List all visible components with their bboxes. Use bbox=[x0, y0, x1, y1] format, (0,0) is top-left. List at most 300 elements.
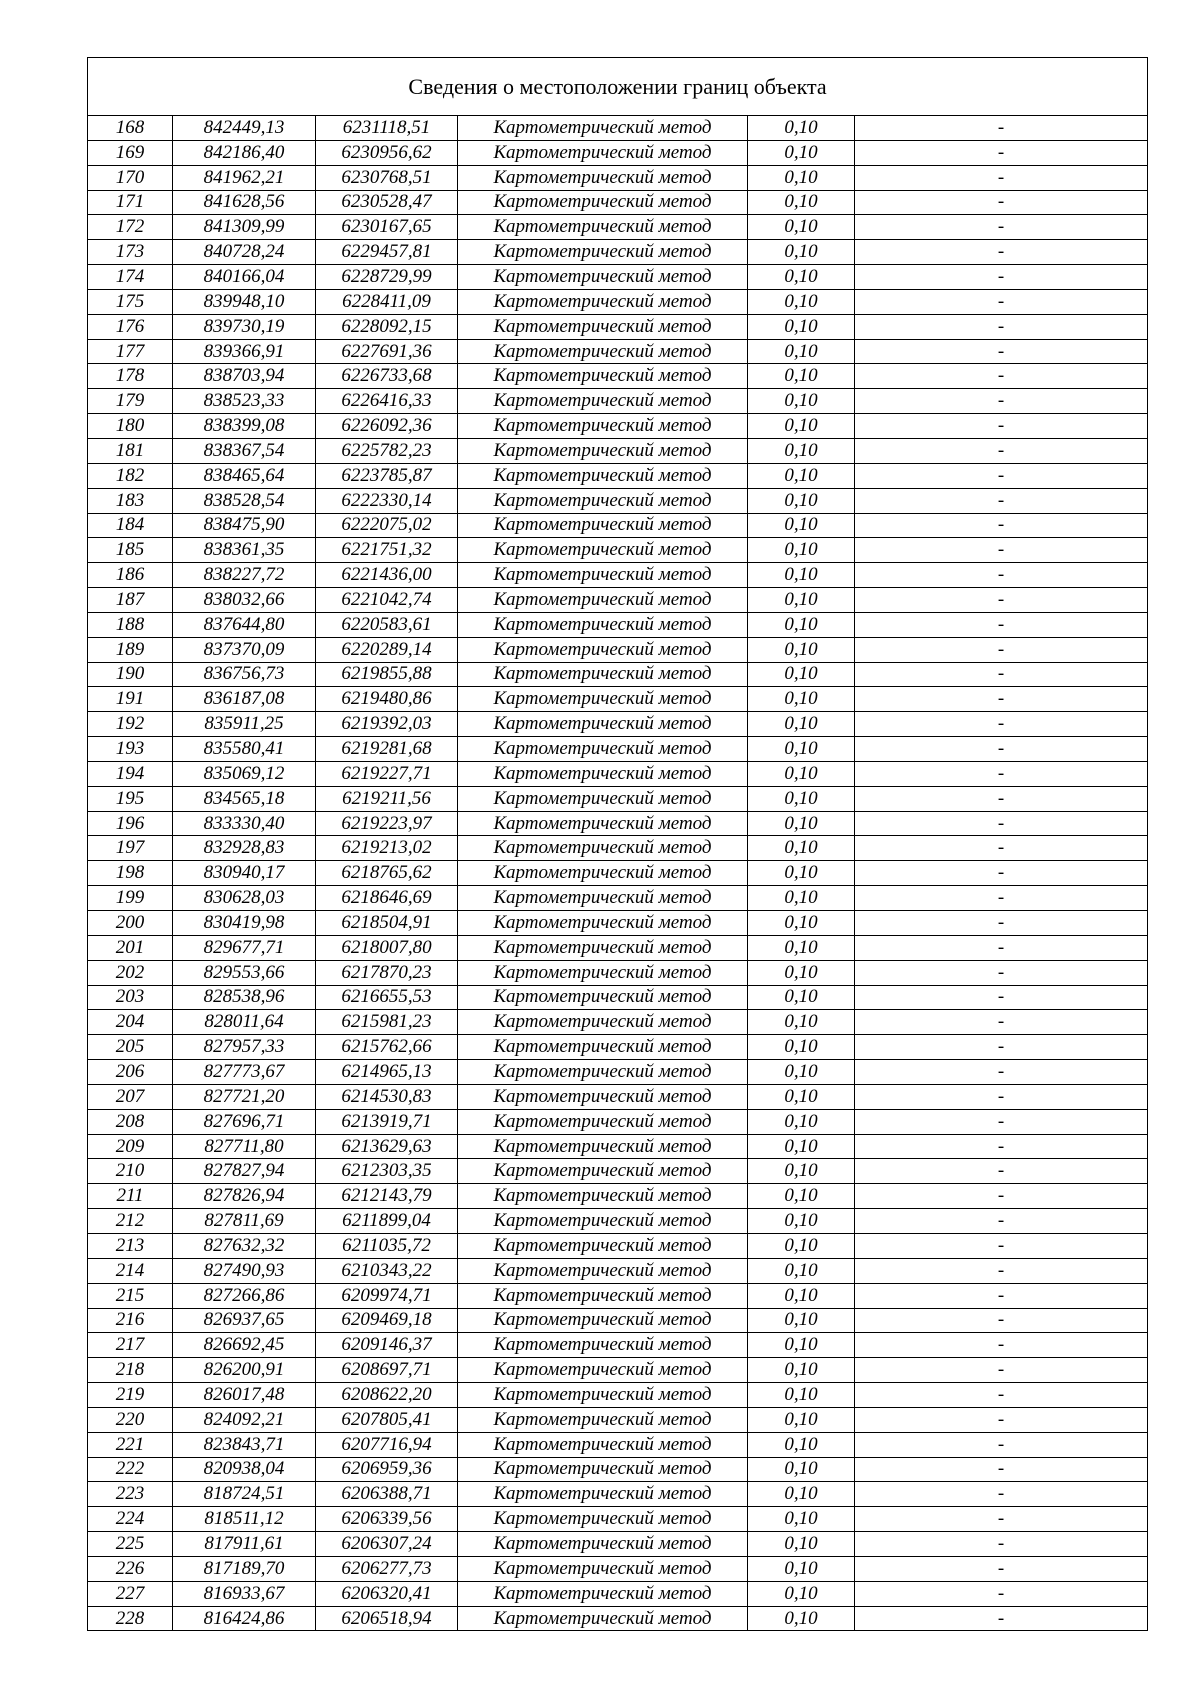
method-cell: Картометрический метод bbox=[458, 861, 748, 886]
accuracy-cell: 0,10 bbox=[748, 1233, 855, 1258]
point-number-cell: 187 bbox=[88, 588, 173, 613]
y-coordinate-cell: 6207805,41 bbox=[316, 1407, 458, 1432]
point-number-cell: 212 bbox=[88, 1209, 173, 1234]
table-row bbox=[88, 1358, 1148, 1383]
method-cell: Картометрический метод bbox=[458, 588, 748, 613]
description-cell: - bbox=[855, 886, 1148, 911]
description-cell: - bbox=[855, 1606, 1148, 1631]
x-coordinate-cell: 827811,69 bbox=[173, 1209, 316, 1234]
x-coordinate-cell: 817911,61 bbox=[173, 1532, 316, 1557]
y-coordinate-cell: 6226733,68 bbox=[316, 364, 458, 389]
table-row bbox=[88, 960, 1148, 985]
table-row bbox=[88, 911, 1148, 936]
y-coordinate-cell: 6230528,47 bbox=[316, 190, 458, 215]
accuracy-cell: 0,10 bbox=[748, 389, 855, 414]
accuracy-cell: 0,10 bbox=[748, 1581, 855, 1606]
point-number-cell: 171 bbox=[88, 190, 173, 215]
x-coordinate-cell: 840166,04 bbox=[173, 265, 316, 290]
point-number-cell: 175 bbox=[88, 289, 173, 314]
x-coordinate-cell: 816933,67 bbox=[173, 1581, 316, 1606]
y-coordinate-cell: 6228092,15 bbox=[316, 314, 458, 339]
accuracy-cell: 0,10 bbox=[748, 612, 855, 637]
table-row bbox=[88, 116, 1148, 141]
accuracy-cell: 0,10 bbox=[748, 911, 855, 936]
x-coordinate-cell: 830419,98 bbox=[173, 911, 316, 936]
table-row bbox=[88, 737, 1148, 762]
description-cell: - bbox=[855, 1432, 1148, 1457]
method-cell: Картометрический метод bbox=[458, 389, 748, 414]
table-row bbox=[88, 1457, 1148, 1482]
method-cell: Картометрический метод bbox=[458, 339, 748, 364]
table-row bbox=[88, 1283, 1148, 1308]
y-coordinate-cell: 6218007,80 bbox=[316, 935, 458, 960]
accuracy-cell: 0,10 bbox=[748, 1556, 855, 1581]
point-number-cell: 192 bbox=[88, 712, 173, 737]
table-row bbox=[88, 1134, 1148, 1159]
x-coordinate-cell: 827826,94 bbox=[173, 1184, 316, 1209]
y-coordinate-cell: 6220583,61 bbox=[316, 612, 458, 637]
description-cell: - bbox=[855, 985, 1148, 1010]
method-cell: Картометрический метод bbox=[458, 1184, 748, 1209]
point-number-cell: 172 bbox=[88, 215, 173, 240]
description-cell: - bbox=[855, 1109, 1148, 1134]
accuracy-cell: 0,10 bbox=[748, 488, 855, 513]
point-number-cell: 177 bbox=[88, 339, 173, 364]
point-number-cell: 216 bbox=[88, 1308, 173, 1333]
point-number-cell: 219 bbox=[88, 1383, 173, 1408]
accuracy-cell: 0,10 bbox=[748, 861, 855, 886]
method-cell: Картометрический метод bbox=[458, 985, 748, 1010]
x-coordinate-cell: 823843,71 bbox=[173, 1432, 316, 1457]
y-coordinate-cell: 6211035,72 bbox=[316, 1233, 458, 1258]
table-row bbox=[88, 1482, 1148, 1507]
description-cell: - bbox=[855, 339, 1148, 364]
table-row bbox=[88, 364, 1148, 389]
accuracy-cell: 0,10 bbox=[748, 1482, 855, 1507]
description-cell: - bbox=[855, 960, 1148, 985]
table-row bbox=[88, 886, 1148, 911]
x-coordinate-cell: 827721,20 bbox=[173, 1084, 316, 1109]
x-coordinate-cell: 835580,41 bbox=[173, 737, 316, 762]
description-cell: - bbox=[855, 1482, 1148, 1507]
x-coordinate-cell: 832928,83 bbox=[173, 836, 316, 861]
description-cell: - bbox=[855, 215, 1148, 240]
y-coordinate-cell: 6218765,62 bbox=[316, 861, 458, 886]
method-cell: Картометрический метод bbox=[458, 165, 748, 190]
accuracy-cell: 0,10 bbox=[748, 116, 855, 141]
point-number-cell: 223 bbox=[88, 1482, 173, 1507]
point-number-cell: 224 bbox=[88, 1507, 173, 1532]
method-cell: Картометрический метод bbox=[458, 190, 748, 215]
method-cell: Картометрический метод bbox=[458, 289, 748, 314]
table-row bbox=[88, 1084, 1148, 1109]
method-cell: Картометрический метод bbox=[458, 488, 748, 513]
method-cell: Картометрический метод bbox=[458, 935, 748, 960]
method-cell: Картометрический метод bbox=[458, 463, 748, 488]
y-coordinate-cell: 6219213,02 bbox=[316, 836, 458, 861]
table-row bbox=[88, 165, 1148, 190]
method-cell: Картометрический метод bbox=[458, 414, 748, 439]
point-number-cell: 210 bbox=[88, 1159, 173, 1184]
x-coordinate-cell: 833330,40 bbox=[173, 811, 316, 836]
accuracy-cell: 0,10 bbox=[748, 190, 855, 215]
point-number-cell: 202 bbox=[88, 960, 173, 985]
point-number-cell: 189 bbox=[88, 637, 173, 662]
point-number-cell: 168 bbox=[88, 116, 173, 141]
y-coordinate-cell: 6223785,87 bbox=[316, 463, 458, 488]
point-number-cell: 196 bbox=[88, 811, 173, 836]
x-coordinate-cell: 837644,80 bbox=[173, 612, 316, 637]
description-cell: - bbox=[855, 687, 1148, 712]
method-cell: Картометрический метод bbox=[458, 1060, 748, 1085]
point-number-cell: 197 bbox=[88, 836, 173, 861]
accuracy-cell: 0,10 bbox=[748, 240, 855, 265]
y-coordinate-cell: 6210343,22 bbox=[316, 1258, 458, 1283]
table-row bbox=[88, 1507, 1148, 1532]
point-number-cell: 205 bbox=[88, 1035, 173, 1060]
table-row bbox=[88, 712, 1148, 737]
point-number-cell: 221 bbox=[88, 1432, 173, 1457]
table-row bbox=[88, 513, 1148, 538]
method-cell: Картометрический метод bbox=[458, 215, 748, 240]
point-number-cell: 215 bbox=[88, 1283, 173, 1308]
accuracy-cell: 0,10 bbox=[748, 811, 855, 836]
table-row bbox=[88, 612, 1148, 637]
method-cell: Картометрический метод bbox=[458, 786, 748, 811]
y-coordinate-cell: 6208697,71 bbox=[316, 1358, 458, 1383]
description-cell: - bbox=[855, 612, 1148, 637]
point-number-cell: 169 bbox=[88, 140, 173, 165]
description-cell: - bbox=[855, 265, 1148, 290]
x-coordinate-cell: 838703,94 bbox=[173, 364, 316, 389]
table-row bbox=[88, 265, 1148, 290]
accuracy-cell: 0,10 bbox=[748, 1109, 855, 1134]
method-cell: Картометрический метод bbox=[458, 1035, 748, 1060]
point-number-cell: 188 bbox=[88, 612, 173, 637]
point-number-cell: 228 bbox=[88, 1606, 173, 1631]
accuracy-cell: 0,10 bbox=[748, 786, 855, 811]
description-cell: - bbox=[855, 165, 1148, 190]
x-coordinate-cell: 836187,08 bbox=[173, 687, 316, 712]
table-row bbox=[88, 1233, 1148, 1258]
accuracy-cell: 0,10 bbox=[748, 1159, 855, 1184]
accuracy-cell: 0,10 bbox=[748, 215, 855, 240]
accuracy-cell: 0,10 bbox=[748, 1258, 855, 1283]
y-coordinate-cell: 6219223,97 bbox=[316, 811, 458, 836]
y-coordinate-cell: 6206518,94 bbox=[316, 1606, 458, 1631]
table-row bbox=[88, 1532, 1148, 1557]
method-cell: Картометрический метод bbox=[458, 1556, 748, 1581]
accuracy-cell: 0,10 bbox=[748, 314, 855, 339]
accuracy-cell: 0,10 bbox=[748, 438, 855, 463]
x-coordinate-cell: 827827,94 bbox=[173, 1159, 316, 1184]
method-cell: Картометрический метод bbox=[458, 1507, 748, 1532]
description-cell: - bbox=[855, 1457, 1148, 1482]
point-number-cell: 180 bbox=[88, 414, 173, 439]
y-coordinate-cell: 6219211,56 bbox=[316, 786, 458, 811]
y-coordinate-cell: 6230768,51 bbox=[316, 165, 458, 190]
description-cell: - bbox=[855, 811, 1148, 836]
table-row bbox=[88, 1109, 1148, 1134]
method-cell: Картометрический метод bbox=[458, 1084, 748, 1109]
method-cell: Картометрический метод bbox=[458, 1532, 748, 1557]
x-coordinate-cell: 828011,64 bbox=[173, 1010, 316, 1035]
table-row bbox=[88, 1184, 1148, 1209]
method-cell: Картометрический метод bbox=[458, 662, 748, 687]
x-coordinate-cell: 827490,93 bbox=[173, 1258, 316, 1283]
accuracy-cell: 0,10 bbox=[748, 1358, 855, 1383]
description-cell: - bbox=[855, 761, 1148, 786]
description-cell: - bbox=[855, 1060, 1148, 1085]
y-coordinate-cell: 6213629,63 bbox=[316, 1134, 458, 1159]
table-row bbox=[88, 811, 1148, 836]
accuracy-cell: 0,10 bbox=[748, 289, 855, 314]
method-cell: Картометрический метод bbox=[458, 1010, 748, 1035]
description-cell: - bbox=[855, 140, 1148, 165]
y-coordinate-cell: 6229457,81 bbox=[316, 240, 458, 265]
accuracy-cell: 0,10 bbox=[748, 1010, 855, 1035]
point-number-cell: 222 bbox=[88, 1457, 173, 1482]
accuracy-cell: 0,10 bbox=[748, 886, 855, 911]
accuracy-cell: 0,10 bbox=[748, 662, 855, 687]
accuracy-cell: 0,10 bbox=[748, 836, 855, 861]
method-cell: Картометрический метод bbox=[458, 737, 748, 762]
table-row bbox=[88, 140, 1148, 165]
description-cell: - bbox=[855, 389, 1148, 414]
accuracy-cell: 0,10 bbox=[748, 538, 855, 563]
y-coordinate-cell: 6213919,71 bbox=[316, 1109, 458, 1134]
y-coordinate-cell: 6228729,99 bbox=[316, 265, 458, 290]
y-coordinate-cell: 6226416,33 bbox=[316, 389, 458, 414]
table-row bbox=[88, 836, 1148, 861]
y-coordinate-cell: 6217870,23 bbox=[316, 960, 458, 985]
point-number-cell: 190 bbox=[88, 662, 173, 687]
point-number-cell: 176 bbox=[88, 314, 173, 339]
x-coordinate-cell: 829677,71 bbox=[173, 935, 316, 960]
x-coordinate-cell: 826692,45 bbox=[173, 1333, 316, 1358]
x-coordinate-cell: 820938,04 bbox=[173, 1457, 316, 1482]
y-coordinate-cell: 6219480,86 bbox=[316, 687, 458, 712]
point-number-cell: 181 bbox=[88, 438, 173, 463]
method-cell: Картометрический метод bbox=[458, 116, 748, 141]
table-row bbox=[88, 314, 1148, 339]
table-row bbox=[88, 1209, 1148, 1234]
method-cell: Картометрический метод bbox=[458, 1233, 748, 1258]
table-row bbox=[88, 1333, 1148, 1358]
y-coordinate-cell: 6221751,32 bbox=[316, 538, 458, 563]
method-cell: Картометрический метод bbox=[458, 1283, 748, 1308]
accuracy-cell: 0,10 bbox=[748, 712, 855, 737]
x-coordinate-cell: 842449,13 bbox=[173, 116, 316, 141]
point-number-cell: 204 bbox=[88, 1010, 173, 1035]
table-row bbox=[88, 1159, 1148, 1184]
x-coordinate-cell: 841628,56 bbox=[173, 190, 316, 215]
method-cell: Картометрический метод bbox=[458, 886, 748, 911]
table-row bbox=[88, 1432, 1148, 1457]
x-coordinate-cell: 838523,33 bbox=[173, 389, 316, 414]
y-coordinate-cell: 6216655,53 bbox=[316, 985, 458, 1010]
y-coordinate-cell: 6218646,69 bbox=[316, 886, 458, 911]
point-number-cell: 170 bbox=[88, 165, 173, 190]
method-cell: Картометрический метод bbox=[458, 364, 748, 389]
description-cell: - bbox=[855, 1333, 1148, 1358]
description-cell: - bbox=[855, 289, 1148, 314]
table-row bbox=[88, 1010, 1148, 1035]
y-coordinate-cell: 6208622,20 bbox=[316, 1383, 458, 1408]
y-coordinate-cell: 6214965,13 bbox=[316, 1060, 458, 1085]
y-coordinate-cell: 6209469,18 bbox=[316, 1308, 458, 1333]
method-cell: Картометрический метод bbox=[458, 761, 748, 786]
y-coordinate-cell: 6209146,37 bbox=[316, 1333, 458, 1358]
description-cell: - bbox=[855, 240, 1148, 265]
method-cell: Картометрический метод bbox=[458, 1209, 748, 1234]
x-coordinate-cell: 826937,65 bbox=[173, 1308, 316, 1333]
table-row bbox=[88, 339, 1148, 364]
description-cell: - bbox=[855, 911, 1148, 936]
description-cell: - bbox=[855, 513, 1148, 538]
point-number-cell: 209 bbox=[88, 1134, 173, 1159]
y-coordinate-cell: 6206320,41 bbox=[316, 1581, 458, 1606]
table-row bbox=[88, 389, 1148, 414]
y-coordinate-cell: 6222075,02 bbox=[316, 513, 458, 538]
method-cell: Картометрический метод bbox=[458, 1109, 748, 1134]
point-number-cell: 203 bbox=[88, 985, 173, 1010]
method-cell: Картометрический метод bbox=[458, 1432, 748, 1457]
point-number-cell: 225 bbox=[88, 1532, 173, 1557]
x-coordinate-cell: 838367,54 bbox=[173, 438, 316, 463]
table-row bbox=[88, 687, 1148, 712]
method-cell: Картометрический метод bbox=[458, 1407, 748, 1432]
table-row bbox=[88, 588, 1148, 613]
accuracy-cell: 0,10 bbox=[748, 1035, 855, 1060]
description-cell: - bbox=[855, 1358, 1148, 1383]
accuracy-cell: 0,10 bbox=[748, 1308, 855, 1333]
x-coordinate-cell: 840728,24 bbox=[173, 240, 316, 265]
description-cell: - bbox=[855, 364, 1148, 389]
table-row bbox=[88, 637, 1148, 662]
table-row bbox=[88, 538, 1148, 563]
accuracy-cell: 0,10 bbox=[748, 414, 855, 439]
description-cell: - bbox=[855, 1407, 1148, 1432]
method-cell: Картометрический метод bbox=[458, 1482, 748, 1507]
y-coordinate-cell: 6221042,74 bbox=[316, 588, 458, 613]
description-cell: - bbox=[855, 1283, 1148, 1308]
y-coordinate-cell: 6212143,79 bbox=[316, 1184, 458, 1209]
point-number-cell: 184 bbox=[88, 513, 173, 538]
accuracy-cell: 0,10 bbox=[748, 1383, 855, 1408]
method-cell: Картометрический метод bbox=[458, 265, 748, 290]
description-cell: - bbox=[855, 1134, 1148, 1159]
point-number-cell: 183 bbox=[88, 488, 173, 513]
point-number-cell: 211 bbox=[88, 1184, 173, 1209]
table-row bbox=[88, 935, 1148, 960]
accuracy-cell: 0,10 bbox=[748, 1084, 855, 1109]
accuracy-cell: 0,10 bbox=[748, 1333, 855, 1358]
method-cell: Картометрический метод bbox=[458, 1581, 748, 1606]
y-coordinate-cell: 6219227,71 bbox=[316, 761, 458, 786]
x-coordinate-cell: 835911,25 bbox=[173, 712, 316, 737]
y-coordinate-cell: 6222330,14 bbox=[316, 488, 458, 513]
accuracy-cell: 0,10 bbox=[748, 985, 855, 1010]
accuracy-cell: 0,10 bbox=[748, 165, 855, 190]
method-cell: Картометрический метод bbox=[458, 811, 748, 836]
y-coordinate-cell: 6206339,56 bbox=[316, 1507, 458, 1532]
y-coordinate-cell: 6214530,83 bbox=[316, 1084, 458, 1109]
accuracy-cell: 0,10 bbox=[748, 1457, 855, 1482]
x-coordinate-cell: 838465,64 bbox=[173, 463, 316, 488]
accuracy-cell: 0,10 bbox=[748, 1432, 855, 1457]
description-cell: - bbox=[855, 1035, 1148, 1060]
point-number-cell: 201 bbox=[88, 935, 173, 960]
accuracy-cell: 0,10 bbox=[748, 1209, 855, 1234]
x-coordinate-cell: 838528,54 bbox=[173, 488, 316, 513]
method-cell: Картометрический метод bbox=[458, 712, 748, 737]
y-coordinate-cell: 6226092,36 bbox=[316, 414, 458, 439]
description-cell: - bbox=[855, 1383, 1148, 1408]
accuracy-cell: 0,10 bbox=[748, 1283, 855, 1308]
description-cell: - bbox=[855, 1209, 1148, 1234]
x-coordinate-cell: 816424,86 bbox=[173, 1606, 316, 1631]
description-cell: - bbox=[855, 438, 1148, 463]
point-number-cell: 227 bbox=[88, 1581, 173, 1606]
boundary-coordinates-table bbox=[87, 57, 1148, 1631]
y-coordinate-cell: 6225782,23 bbox=[316, 438, 458, 463]
description-cell: - bbox=[855, 737, 1148, 762]
description-cell: - bbox=[855, 1084, 1148, 1109]
y-coordinate-cell: 6212303,35 bbox=[316, 1159, 458, 1184]
table-row bbox=[88, 488, 1148, 513]
y-coordinate-cell: 6219281,68 bbox=[316, 737, 458, 762]
method-cell: Картометрический метод bbox=[458, 612, 748, 637]
point-number-cell: 220 bbox=[88, 1407, 173, 1432]
x-coordinate-cell: 839948,10 bbox=[173, 289, 316, 314]
method-cell: Картометрический метод bbox=[458, 1358, 748, 1383]
y-coordinate-cell: 6231118,51 bbox=[316, 116, 458, 141]
table-row bbox=[88, 985, 1148, 1010]
x-coordinate-cell: 835069,12 bbox=[173, 761, 316, 786]
table-row bbox=[88, 1606, 1148, 1631]
y-coordinate-cell: 6207716,94 bbox=[316, 1432, 458, 1457]
method-cell: Картометрический метод bbox=[458, 563, 748, 588]
x-coordinate-cell: 834565,18 bbox=[173, 786, 316, 811]
method-cell: Картометрический метод bbox=[458, 687, 748, 712]
x-coordinate-cell: 818511,12 bbox=[173, 1507, 316, 1532]
method-cell: Картометрический метод bbox=[458, 637, 748, 662]
point-number-cell: 179 bbox=[88, 389, 173, 414]
accuracy-cell: 0,10 bbox=[748, 265, 855, 290]
table-row bbox=[88, 414, 1148, 439]
accuracy-cell: 0,10 bbox=[748, 687, 855, 712]
point-number-cell: 206 bbox=[88, 1060, 173, 1085]
table-row bbox=[88, 463, 1148, 488]
method-cell: Картометрический метод bbox=[458, 513, 748, 538]
table-row bbox=[88, 190, 1148, 215]
method-cell: Картометрический метод bbox=[458, 1333, 748, 1358]
accuracy-cell: 0,10 bbox=[748, 1532, 855, 1557]
accuracy-cell: 0,10 bbox=[748, 1184, 855, 1209]
point-number-cell: 191 bbox=[88, 687, 173, 712]
description-cell: - bbox=[855, 786, 1148, 811]
table-row bbox=[88, 289, 1148, 314]
point-number-cell: 174 bbox=[88, 265, 173, 290]
method-cell: Картометрический метод bbox=[458, 911, 748, 936]
accuracy-cell: 0,10 bbox=[748, 140, 855, 165]
point-number-cell: 200 bbox=[88, 911, 173, 936]
table-title: Сведения о местоположении границ объекта bbox=[88, 58, 1148, 116]
accuracy-cell: 0,10 bbox=[748, 588, 855, 613]
y-coordinate-cell: 6228411,09 bbox=[316, 289, 458, 314]
y-coordinate-cell: 6206959,36 bbox=[316, 1457, 458, 1482]
